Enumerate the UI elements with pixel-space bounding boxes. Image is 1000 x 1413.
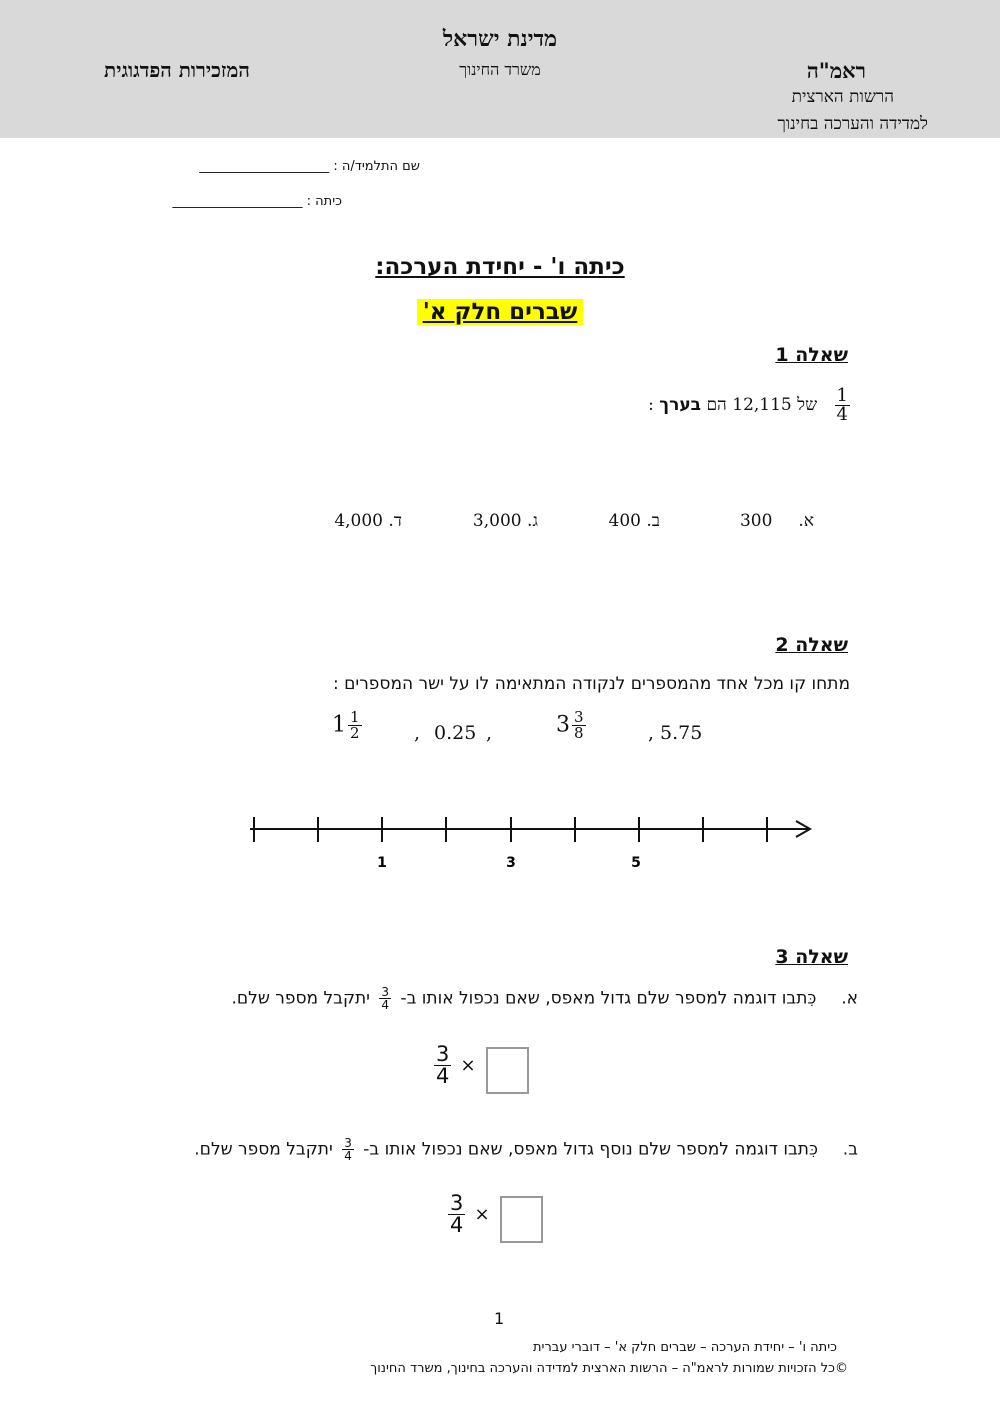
q3-b-text: ב. כִּתבו דוגמה למספר שלם נוסף גדול מאפס, שאם נכפול אותו ב- $\frac{3}{4}$ יתקבל מספר שלם. bbox=[194, 1136, 858, 1163]
footer-line-1: כיתה ו' – יחידת הערכה – שברים חלק א' – דוברי עברית bbox=[533, 1340, 837, 1355]
q1-text-end: : bbox=[648, 395, 654, 415]
q1-question bbox=[648, 387, 850, 424]
student-class-line[interactable]: ____________________ bbox=[172, 194, 303, 209]
student-class-label: כיתה : bbox=[306, 194, 342, 209]
q1-fraction bbox=[835, 387, 850, 424]
q3-a-answer-box[interactable] bbox=[486, 1047, 529, 1094]
page-title: כיתה ו' - יחידת הערכה: bbox=[375, 254, 625, 280]
q2-mixed-2: 3 $\frac{3}{8}$ bbox=[556, 708, 584, 742]
header-center-subtitle: משרד החינוך bbox=[459, 60, 541, 79]
q1-number: 12,115 bbox=[732, 395, 792, 415]
q3-a-expression bbox=[434, 1044, 480, 1087]
header-right-line1: הרשות הארצית bbox=[791, 87, 894, 107]
number-line[interactable] bbox=[240, 808, 830, 878]
q1-option-b[interactable]: ב. 400 bbox=[608, 511, 660, 531]
q2-sep-1: , bbox=[414, 722, 421, 744]
q3-b-fraction: $\frac{3}{4}$ bbox=[450, 1191, 464, 1237]
q2-decimal-1: 0.25 bbox=[434, 722, 477, 744]
student-class-row bbox=[150, 194, 342, 209]
q1-text-mid: הם bbox=[706, 395, 727, 415]
q1-frac-den: 4 bbox=[836, 404, 848, 425]
student-name-row bbox=[150, 159, 420, 174]
q3-a-times: × bbox=[460, 1055, 476, 1076]
header-right-title: ראמ"ה bbox=[806, 58, 866, 83]
q3-b-times: × bbox=[474, 1204, 490, 1225]
q2-heading: שאלה 2 bbox=[775, 634, 848, 656]
q2-sep-3: , bbox=[648, 722, 655, 744]
q1-text-bold: בערך bbox=[659, 395, 702, 415]
q3-heading: שאלה 3 bbox=[775, 946, 848, 968]
q3-b-expression bbox=[448, 1193, 494, 1236]
student-name-label: שם התלמיד/ה : bbox=[333, 159, 420, 174]
student-name-line[interactable]: ____________________ bbox=[199, 159, 330, 174]
q2-instruction: מתחו קו מכל אחד מהמספרים לנקודה המתאימה לו על ישר המספרים : bbox=[332, 674, 850, 694]
q3-a-inline-fraction: $\frac{3}{4}$ bbox=[381, 985, 390, 1012]
q2-mixed-1: 1 $\frac{1}{2}$ bbox=[332, 708, 360, 742]
q1-option-a[interactable]: א.300 bbox=[739, 511, 814, 531]
header-right-line2: למדידה והערכה בחינוך bbox=[777, 114, 928, 134]
page-subtitle: שברים חלק א' bbox=[417, 299, 584, 325]
q1-option-c[interactable]: ג. 3,000 bbox=[472, 511, 538, 531]
header-center-title: מדינת ישראל bbox=[442, 26, 558, 52]
axis-label-5: 5 bbox=[631, 855, 641, 871]
q2-sep-2: , bbox=[486, 722, 493, 744]
q3-b-inline-fraction: $\frac{3}{4}$ bbox=[344, 1136, 352, 1163]
axis-label-1: 1 bbox=[377, 855, 387, 871]
footer-line-2: ©כל הזכויות שמורות לראמ"ה – הרשות הארצית למדידה והערכה בחינוך, משרד החינוך bbox=[370, 1361, 848, 1376]
q3-b-label: ב. bbox=[842, 1139, 858, 1160]
q1-option-d[interactable]: ד. 4,000 bbox=[334, 511, 402, 531]
q1-heading: שאלה 1 bbox=[775, 344, 848, 366]
q3-a-text: א. כִּתבו דוגמה למספר שלם גדול מאפס, שאם נכפול אותו ב- $\frac{3}{4}$ יתקבל מספר שלם. bbox=[231, 985, 858, 1012]
q1-text-pre: של bbox=[797, 395, 818, 415]
header-left-title: המזכירות הפדגוגית bbox=[104, 58, 250, 82]
page-number: 1 bbox=[494, 1309, 505, 1328]
q3-a-fraction: $\frac{3}{4}$ bbox=[436, 1042, 450, 1088]
q2-decimal-2: 5.75 bbox=[660, 722, 703, 744]
page-subtitle-wrap bbox=[0, 299, 1000, 325]
axis-label-3: 3 bbox=[506, 855, 516, 871]
q1-frac-num: 1 bbox=[836, 385, 848, 406]
q3-b-answer-box[interactable] bbox=[500, 1196, 543, 1243]
q3-a-label: א. bbox=[841, 988, 858, 1009]
